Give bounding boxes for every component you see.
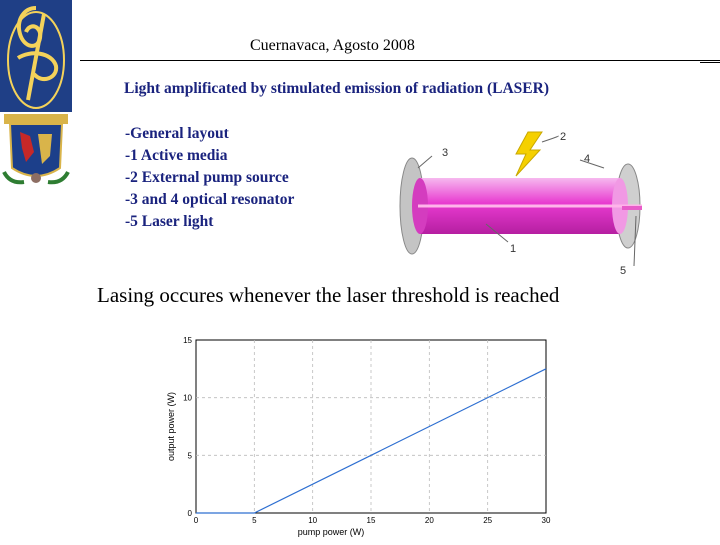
diagram-label-4: 4	[584, 153, 591, 165]
x-tick-label: 25	[483, 516, 493, 525]
y-tick-label: 15	[183, 336, 192, 345]
header-divider-accent	[700, 62, 720, 63]
y-axis-label: output power (W)	[166, 391, 176, 462]
x-tick-label: 15	[366, 516, 376, 525]
diagram-label-3: 3	[442, 147, 449, 159]
layout-item: -2 External pump source	[125, 169, 289, 186]
y-tick-label: 0	[187, 509, 192, 518]
pump-bolt-icon	[516, 132, 542, 176]
x-tick-label: 20	[424, 516, 434, 525]
layout-item: -General layout	[125, 125, 229, 142]
header-divider	[80, 60, 720, 61]
ipn-logo	[0, 0, 72, 112]
layout-item: -3 and 4 optical resonator	[125, 191, 295, 208]
threshold-statement: Lasing occures whenever the laser threshold is reached	[97, 283, 560, 307]
diagram-label-1: 1	[510, 243, 517, 255]
layout-list	[125, 123, 294, 233]
threshold-chart	[160, 330, 560, 540]
header-title: Cuernavaca, Agosto 2008	[250, 37, 415, 54]
layout-item: -5 Laser light	[125, 213, 214, 230]
layout-item: -1 Active media	[125, 147, 228, 164]
x-axis-label: pump power (W)	[297, 527, 365, 537]
unam-logo	[0, 112, 72, 188]
laser-diagram	[390, 120, 650, 280]
diagram-label-5: 5	[620, 265, 627, 277]
slide-title: Light amplificated by stimulated emission of radiation (LASER)	[124, 80, 549, 97]
diagram-label-2: 2	[560, 131, 567, 143]
y-tick-label: 5	[187, 451, 192, 461]
x-tick-label: 5	[252, 516, 257, 525]
x-tick-label: 30	[541, 516, 551, 525]
x-tick-label: 0	[193, 516, 199, 525]
y-tick-label: 10	[183, 393, 192, 403]
x-tick-label: 10	[308, 516, 318, 525]
